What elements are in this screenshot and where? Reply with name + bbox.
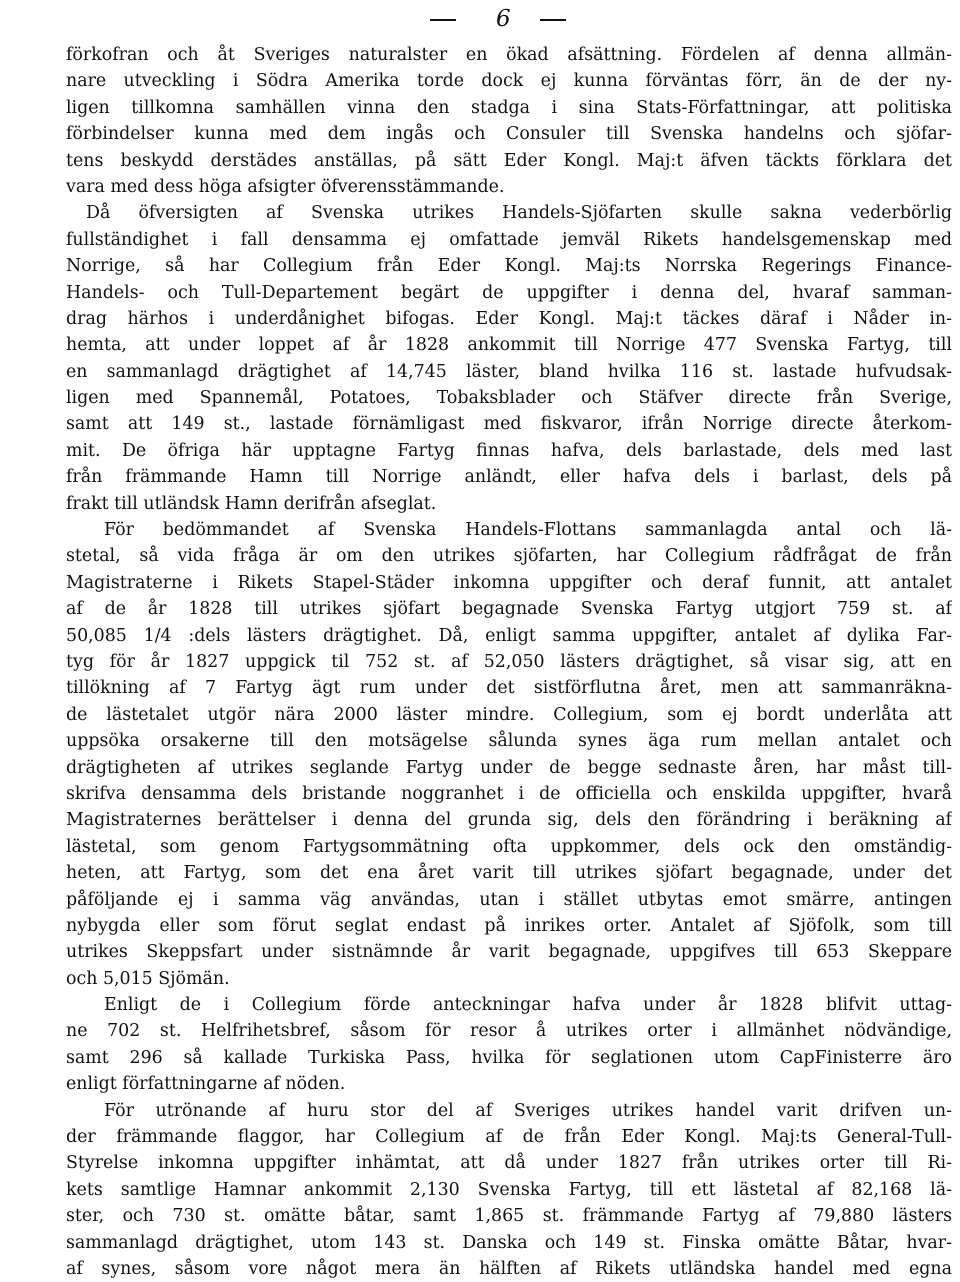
text-line: tillökning af 7 Fartyg ägt rum under det sistförflutna året, men att sammanräkna- [66, 678, 952, 699]
header-dash-left [430, 19, 456, 21]
text-line: För bedömmandet af Svenska Handels-Flottans sammanlagda antal och lä- [104, 520, 952, 541]
text-line: ligen med Spannemål, Potatoes, Tobaksblader och Stäfver directe från Sverige, [66, 388, 952, 409]
text-line: sammanlagd drägtighet, utom 143 st. Danska och 149 st. Finska omätte Båtar, hvar- [66, 1232, 952, 1253]
text-line: samt 296 så kallade Turkiska Pass, hvilka för seglationen utom CapFinisterre äro [66, 1047, 952, 1068]
text-line: Enligt de i Collegium förde anteckningar hafva under år 1828 blifvit uttag- [104, 995, 952, 1016]
text-line: ligen tillkomna samhällen vinna den stadga i sina Stats-Författningar, att politiska [66, 97, 952, 118]
text-line: Handels- och Tull-Departement begärt de uppgifter i denna del, hvaraf samman- [66, 282, 952, 303]
text-line: samt att 149 st., lastade förnämligast med fiskvaror, ifrån Norrige directe återkom- [66, 414, 952, 435]
text-line: ster, och 730 st. omätte båtar, samt 1,865 st. främmande Fartyg af 79,880 lästers [66, 1206, 952, 1227]
text-line: och 5,015 Sjömän. [66, 968, 230, 989]
text-line: tens beskydd derstädes anställas, på sätt Eder Kongl. Maj:t äfven täckts förklara det [66, 150, 952, 171]
text-line: skrifva densamma dels bristande noggranhet i de officiella och enskilda uppgifter, hvarå [66, 783, 952, 804]
text-line: stetal, så vida fråga är om den utrikes sjöfarten, har Collegium rådfrågat de från [66, 546, 952, 567]
text-line: en sammanlagd drägtighet af 14,745 läster, bland hvilka 116 st. lastade hufvudsak- [66, 361, 952, 382]
text-line: från främmande Hamn till Norrige anländt, eller hafva dels i barlast, dels på [66, 467, 952, 488]
text-line: nare utveckling i Södra Amerika torde dock ej kunna förväntas förr, än de der ny- [66, 71, 952, 92]
text-line: fullständighet i fall densamma ej omfattade jemväl Rikets handelsgemenskap med [66, 229, 952, 250]
text-line: påföljande ej i samma väg användas, utan i stället utbytas emot smärre, antingen [66, 889, 952, 910]
header-dash-right [540, 19, 566, 21]
text-line: förbindelser kunna med dem ingås och Consuler till Svenska handelns och sjöfar- [66, 124, 952, 145]
text-line: uppsöka orsakerne till den motsägelse sålunda synes äga rum mellan antalet och [66, 731, 952, 752]
text-line: enligt författningarne af nöden. [66, 1074, 346, 1095]
text-line: utrikes Skeppsfart under sistnämnde år varit begagnade, uppgifves till 653 Skeppare [66, 942, 952, 963]
text-line: lästetal, som genom Fartygsommätning ofta uppkommer, dels ock den omständig- [66, 836, 952, 857]
text-line: af synes, såsom vore något mera än hälften af Rikets utländska handel med egna [66, 1258, 952, 1279]
text-line: För utrönande af huru stor del af Sveriges utrikes handel varit drifven un- [104, 1100, 952, 1121]
text-line: Då öfversigten af Svenska utrikes Handels-Sjöfarten skulle sakna vederbörlig [86, 203, 952, 224]
text-line: de lästetalet utgör nära 2000 läster mindre. Collegium, som ej bordt underlåta att [66, 704, 952, 725]
page-header [0, 2, 960, 36]
text-line: ne 702 st. Helfrihetsbref, såsom för resor å utrikes orter i allmänhet nödvändige, [66, 1021, 952, 1042]
text-line: Styrelse inkomna uppgifter inhämtat, att då under 1827 från utrikes orter till Ri- [66, 1153, 952, 1174]
text-line: nybygda eller som förut seglat endast på inrikes orter. Antalet af Sjöfolk, som till [66, 915, 952, 936]
text-line: drag härhos i underdånighet bifogas. Eder Kongl. Maj:t täckes däraf i Nåder in- [66, 308, 952, 329]
text-line: vara med dess höga afsigter öfverensstämmande. [66, 176, 505, 197]
text-line: hemta, att under loppet af år 1828 ankommit till Norrige 477 Svenska Fartyg, till [66, 335, 952, 356]
text-line: kets samtlige Hamnar ankommit 2,130 Svenska Fartyg, till ett lästetal af 82,168 lä- [66, 1179, 952, 1200]
text-line: 50,085 1/4 :dels lästers drägtighet. Då, enligt samma uppgifter, antalet af dylika Far- [66, 625, 952, 646]
text-line: förkofran och åt Sveriges naturalster en ökad afsättning. Fördelen af denna allmän- [66, 45, 952, 65]
text-line: Magistraternes berättelser i denna del grunda sig, dels den förändring i beräkning af [66, 810, 952, 831]
text-line: Magistraterne i Rikets Stapel-Städer inkomna uppgifter och deraf funnit, att antalet [66, 572, 952, 593]
text-line: der främmande flaggor, har Collegium af de från Eder Kongl. Maj:ts General-Tull- [66, 1127, 952, 1148]
text-line: frakt till utländsk Hamn derifrån afseglat. [66, 493, 437, 514]
text-line: tyg för år 1827 uppgick til 752 st. af 52,050 lästers drägtighet, så visar sig, att en [66, 651, 952, 672]
text-line: mit. De öfriga här upptagne Fartyg finnas hafva, dels barlastade, dels med last [66, 440, 952, 461]
text-line: drägtigheten af utrikes seglande Fartyg under de begge sednaste åren, har måst till- [66, 757, 952, 778]
text-line: af de år 1828 till utrikes sjöfart begagnade Svenska Fartyg utgjort 759 st. af [66, 599, 952, 620]
body-text [66, 42, 952, 1282]
text-line: heten, att Fartyg, som det ena året varit till utrikes sjöfart begagnade, under det [66, 863, 952, 884]
text-line: Norrige, så har Collegium från Eder Kongl. Maj:ts Norrska Regerings Finance- [66, 256, 952, 277]
page-number: 6 [496, 6, 511, 32]
